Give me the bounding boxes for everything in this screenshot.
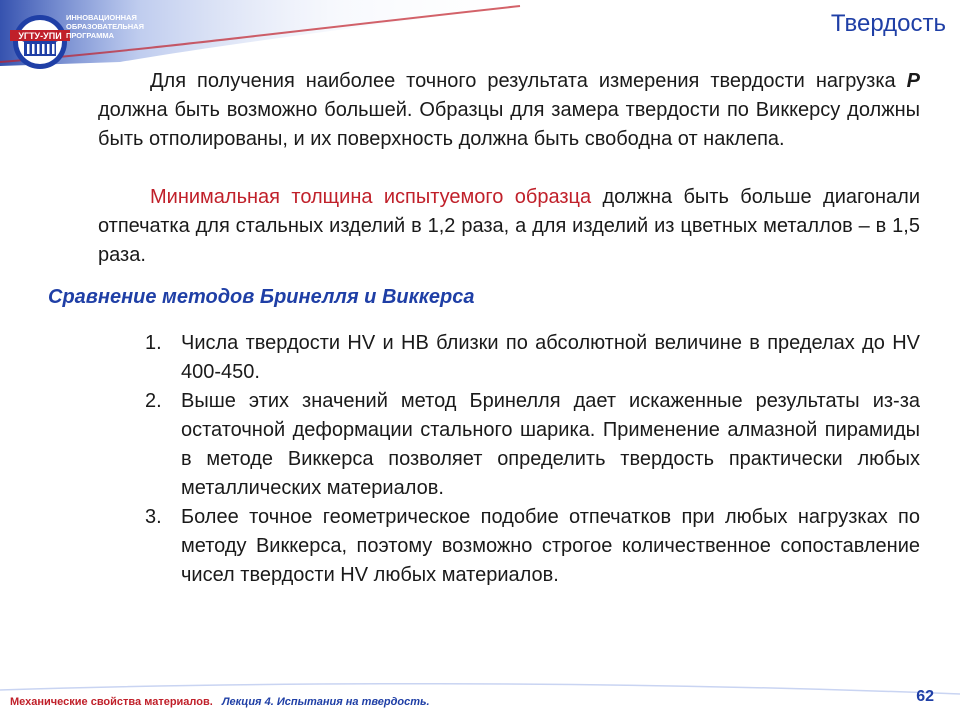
p2-highlight: Минимальная толщина испытуемого образца <box>150 186 592 208</box>
university-logo <box>8 6 168 72</box>
list-item <box>145 329 920 387</box>
svg-text:ПРОГРАММА: ПРОГРАММА <box>66 31 115 40</box>
slide-title: Твердость <box>830 10 946 37</box>
list-text: Выше этих значений метод Бринелля дает искаженные результаты из-за остаточной деформации стального шарика. Применение алмазной пирамиды в методе Виккерса позволяет определить твердость практически любых металлических материалов. <box>181 390 920 499</box>
list-number: 2. <box>145 390 162 412</box>
page-number: 62 <box>916 688 934 705</box>
list-number: 3. <box>145 506 162 528</box>
paragraph-thickness <box>98 183 920 270</box>
comparison-list <box>145 329 920 590</box>
svg-text:УГТУ-УПИ: УГТУ-УПИ <box>18 31 62 41</box>
footer-course: Механические свойства материалов. <box>10 696 213 708</box>
list-item <box>145 387 920 503</box>
svg-text:ИННОВАЦИОННАЯ: ИННОВАЦИОННАЯ <box>66 13 137 22</box>
footer-lecture: Лекция 4. Испытания на твердость. <box>221 696 430 708</box>
svg-text:ОБРАЗОВАТЕЛЬНАЯ: ОБРАЗОВАТЕЛЬНАЯ <box>66 22 144 31</box>
list-text: Более точное геометрическое подобие отпечатков при любых нагрузках по методу Виккерса, поэтому возможно строгое количественное сопоставление чисел твердости HV любых материалов. <box>181 506 920 586</box>
paragraph-load <box>98 67 920 154</box>
p2-text: должна быть больше диагонали отпечатка для стальных изделий в 1,2 раза, а для изделий из цветных металлов – в 1,5 раза. <box>98 186 921 266</box>
p1-text-end: должна быть возможно большей. Образцы для замера твердости по Виккерсу должны быть отполированы, и их поверхность должна быть свободна от наклепа. <box>98 99 920 150</box>
footer-caption <box>10 696 430 708</box>
list-item <box>145 503 920 590</box>
list-text: Числа твердости HV и HB близки по абсолютной величине в пределах до HV 400-450. <box>181 332 920 383</box>
section-heading: Сравнение методов Бринелля и Виккерса <box>48 286 475 308</box>
p1-text-start: Для получения наиболее точного результата измерения твердости нагрузка <box>150 70 907 92</box>
list-number: 1. <box>145 332 162 354</box>
p1-load-symbol: P <box>906 70 920 92</box>
